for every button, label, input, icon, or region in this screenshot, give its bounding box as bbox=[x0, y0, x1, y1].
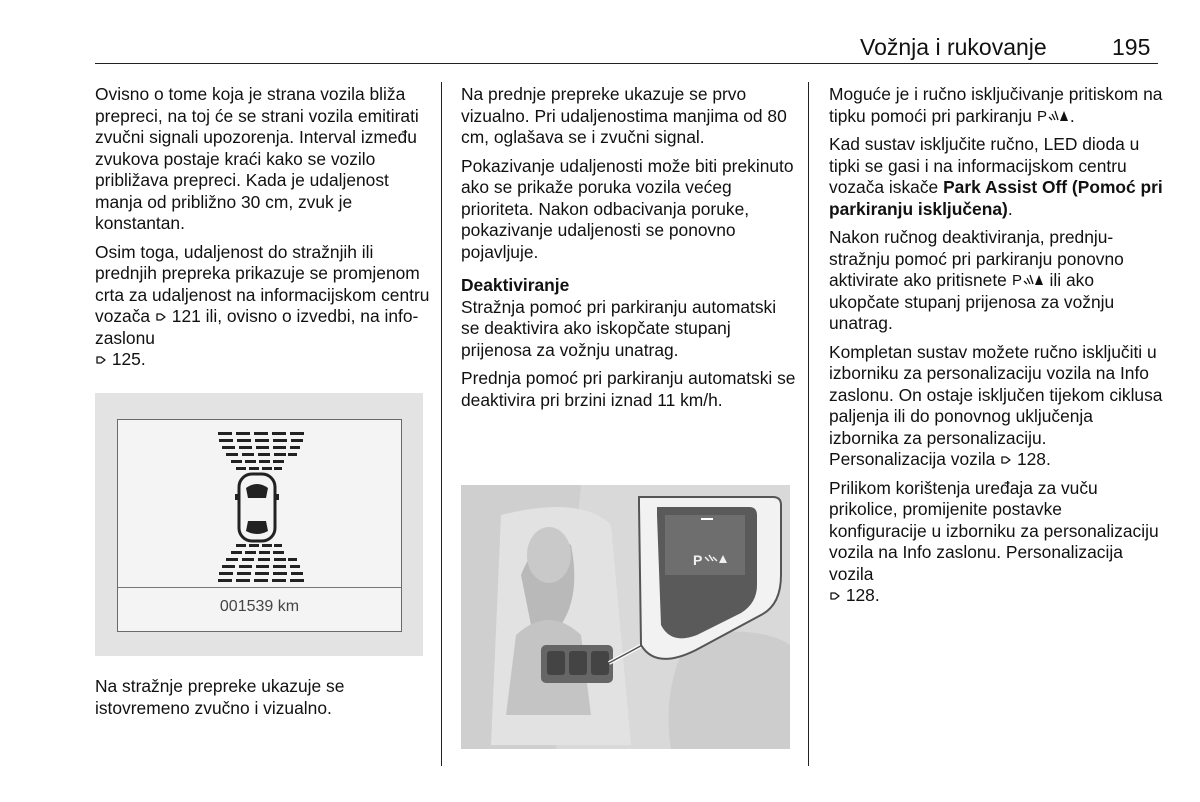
column-2 bbox=[461, 84, 799, 418]
paragraph: Prilikom korištenja uređaja za vuču prikolice, promijenite postavke konfiguracije u izborniku za personalizaciju vozila na Info zaslonu. Personalizacija vozila 128. bbox=[829, 477, 1159, 605]
paragraph: Kad sustav isključite ručno, LED dioda u tipki se gasi i na informacijskom centru vozača iskače Park Assist Off (Pomoć pri parkiranju isključena). bbox=[829, 134, 1163, 219]
park-assist-button-icon bbox=[1037, 108, 1070, 123]
svg-text:P: P bbox=[1011, 272, 1022, 287]
distance-lines-graphic bbox=[118, 420, 401, 585]
paragraph: Na stražnje prepreke ukazuje se istovremeno zvučno i vizualno. bbox=[95, 676, 345, 718]
page-reference-icon bbox=[155, 311, 167, 323]
page-number: 195 bbox=[1112, 34, 1151, 60]
display-divider bbox=[118, 587, 401, 588]
park-assist-button-photo bbox=[461, 485, 790, 749]
paragraph: Prednja pomoć pri parkiranju automatski se deaktivira pri brzini iznad 11 km/h. bbox=[461, 368, 796, 410]
header-divider bbox=[95, 63, 1158, 64]
column-1-bottom bbox=[95, 676, 430, 726]
column-1 bbox=[95, 84, 430, 378]
page-reference-icon bbox=[1000, 454, 1012, 466]
center-console-illustration bbox=[461, 485, 790, 749]
paragraph: Pokazivanje udaljenosti može biti prekinuto ako se prikaže poruka vozila većeg prioriteta. Nakon odbacivanja poruke, pokazivanje udaljenosti se ponovno pojavljuje. bbox=[461, 155, 794, 262]
driver-info-display bbox=[117, 419, 402, 632]
paragraph: Na prednje prepreke ukazuje se prvo vizualno. Pri udaljenostima manjima od 80 cm, oglašava se i zvučni signal. bbox=[461, 84, 787, 147]
column-divider-2 bbox=[808, 82, 809, 766]
paragraph: Kompletan sustav možete ručno isključiti u izborniku za personalizaciju vozila na Info zaslonu. On ostaje isključen tijekom ciklusa paljenja ili do ponovnog uključenja izbornika za personalizaciju. Personalizacija vozila 128. bbox=[829, 341, 1163, 469]
paragraph: Ovisno o tome koja je strana vozila bliža prepreci, na toj će se strani vozila emitirati zvučni signali upozorenja. Interval između zvukova postaje kraći kako se vozilo približava prepreci. Kada je udaljenost manja od približno 30 cm, zvuk je konstantan. bbox=[95, 84, 419, 233]
paragraph: Stražnja pomoć pri parkiranju automatski se deaktivira ako iskopčate stupanj prijenosa za vožnju unatrag. bbox=[461, 296, 777, 360]
page-reference-icon bbox=[829, 590, 841, 602]
section-heading: Deaktiviranje bbox=[461, 275, 570, 295]
svg-text:P: P bbox=[1036, 107, 1047, 123]
park-assist-button-icon bbox=[1012, 272, 1045, 287]
column-divider-1 bbox=[441, 82, 442, 766]
distance-display-illustration bbox=[95, 393, 423, 656]
paragraph: Nakon ručnog deaktiviranja, prednju-stražnju pomoć pri parkiranju ponovno aktivirate ako pritisnete P ili ako ukopčate stupanj prijenosa za vožnju unatrag. bbox=[829, 227, 1124, 333]
column-3 bbox=[829, 84, 1164, 614]
page-reference-icon bbox=[95, 354, 107, 366]
svg-text:P: P bbox=[693, 552, 703, 568]
paragraph: Moguće je i ručno isključivanje pritiskom na tipku pomoći pri parkiranju P . bbox=[829, 84, 1163, 126]
section-title: Vožnja i rukovanje bbox=[860, 34, 1047, 60]
paragraph: Osim toga, udaljenost do stražnjih ili prednjih prepreka prikazuje se promjenom crta za udaljenost na informacijskom centru vozača 121 ili, ovisno o izvedbi, na info-zaslonu 125. bbox=[95, 241, 430, 369]
odometer-reading: 001539 km bbox=[219, 598, 300, 615]
